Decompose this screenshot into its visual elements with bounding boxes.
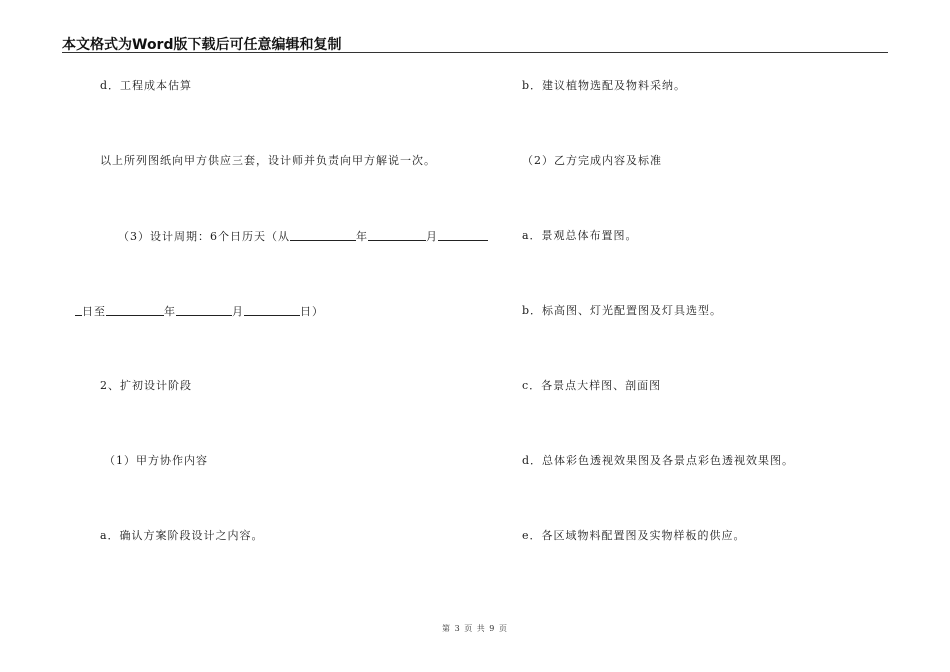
right-line-color-renderings: d．总体彩色透视效果图及各景点彩色透视效果图。 bbox=[522, 454, 795, 467]
blank-start-day-tail bbox=[75, 304, 82, 316]
left-line-cost-estimate: d．工程成本估算 bbox=[100, 79, 193, 92]
right-line-material-samples: e．各区域物料配置图及实物样板的供应。 bbox=[522, 529, 746, 542]
right-line-party-b-deliverables: （2）乙方完成内容及标准 bbox=[522, 154, 662, 167]
right-line-plant-selection: b．建议植物选配及物料采纳。 bbox=[522, 79, 687, 92]
right-line-detail-sections: c．各景点大样图、剖面图 bbox=[522, 379, 662, 392]
blank-start-month bbox=[368, 229, 426, 241]
blank-start-year bbox=[290, 229, 356, 241]
left-line-preliminary-design-stage: 2、扩初设计阶段 bbox=[100, 379, 192, 392]
left-line-design-period-end bbox=[75, 304, 324, 319]
blank-start-day bbox=[438, 229, 488, 241]
day-to-label: 日至 bbox=[82, 305, 106, 318]
year-unit-end: 年 bbox=[164, 305, 176, 318]
left-line-confirm-scheme: a．确认方案阶段设计之内容。 bbox=[100, 529, 264, 542]
year-unit: 年 bbox=[356, 230, 368, 243]
month-unit: 月 bbox=[426, 230, 438, 243]
left-line-party-a-cooperation: （1）甲方协作内容 bbox=[104, 454, 208, 467]
blank-end-year bbox=[106, 304, 164, 316]
left-line-design-period bbox=[118, 229, 488, 244]
design-period-label: （3）设计周期：6个日历天（从 bbox=[118, 230, 290, 243]
page-number-footer: 第 3 页 共 9 页 bbox=[442, 624, 508, 633]
header-divider bbox=[62, 52, 888, 53]
left-line-drawings-supply: 以上所列图纸向甲方供应三套，设计师并负责向甲方解说一次。 bbox=[100, 154, 436, 167]
month-unit-end: 月 bbox=[232, 305, 244, 318]
day-unit-end: 日） bbox=[300, 305, 324, 318]
blank-end-month bbox=[176, 304, 232, 316]
document-header-title: 本文格式为Word版下载后可任意编辑和复制 bbox=[62, 37, 342, 53]
blank-end-day bbox=[244, 304, 300, 316]
right-line-elevation-lighting: b．标高图、灯光配置图及灯具选型。 bbox=[522, 304, 723, 317]
right-line-master-plan: a．景观总体布置图。 bbox=[522, 229, 638, 242]
